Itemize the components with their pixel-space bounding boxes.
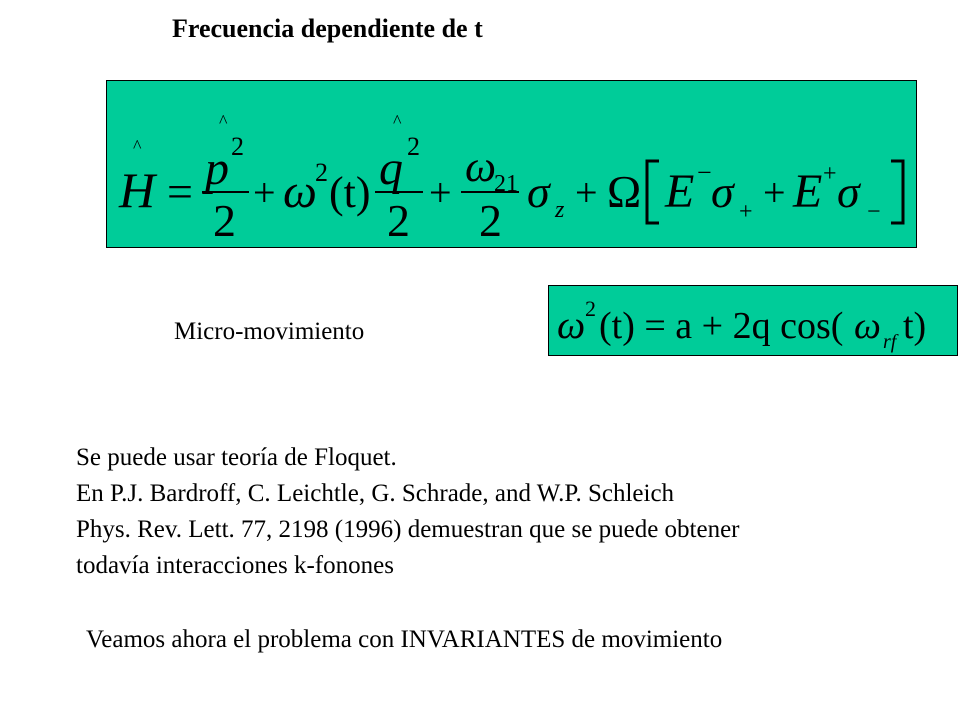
paragraph-line: En P.J. Bardroff, C. Leichtle, G. Schrade, and W.P. Schleich [76, 480, 675, 507]
freq-omega: ω [557, 302, 586, 347]
sigma-z: σ [527, 166, 550, 217]
q-exponent: 2 [407, 132, 420, 161]
frequency-equation-box [548, 285, 958, 356]
floquet-paragraph [76, 440, 740, 584]
plus-4: + [763, 170, 786, 215]
hamiltonian-equation [107, 81, 918, 249]
paragraph-line: todavía interacciones k-fonones [76, 552, 394, 579]
symbol-e-plus: E [793, 165, 823, 218]
hat-q: ^ [393, 111, 402, 131]
symbol-q: q [379, 142, 403, 195]
right-bracket [891, 161, 903, 223]
sigma-minus: σ [837, 166, 860, 217]
symbol-e-minus: E [665, 165, 695, 218]
hat-h: ^ [133, 136, 142, 156]
paragraph-line: Se puede usar teoría de Floquet. [76, 444, 397, 471]
hamiltonian-equation-box [106, 80, 917, 248]
omega-21-subscript: 21 [494, 171, 518, 197]
closing-statement: Veamos ahora el problema con INVARIANTES de movimiento [86, 626, 723, 653]
plus-3: + [575, 170, 598, 215]
omega-denominator: 2 [479, 195, 502, 246]
slide-title: Frecuencia dependiente de t [172, 14, 483, 43]
plus-2: + [429, 170, 452, 215]
p-exponent: 2 [231, 132, 244, 161]
argument-t: (t) [329, 168, 371, 217]
omega-exponent: 2 [315, 158, 328, 187]
p-denominator: 2 [213, 195, 236, 246]
paragraph-line: Phys. Rev. Lett. 77, 2198 (1996) demuestran que se puede obtener [76, 516, 740, 543]
e-plus-superscript: + [823, 161, 837, 187]
freq-tail: t) [903, 305, 927, 347]
symbol-p: p [205, 142, 229, 195]
freq-omega-rf: ω [854, 305, 881, 347]
sigma-minus-subscript: − [867, 199, 881, 225]
plus-1: + [253, 170, 276, 215]
symbol-h: H [119, 162, 156, 218]
symbol-omega: ω [283, 165, 317, 218]
q-denominator: 2 [387, 195, 410, 246]
symbol-omega-21: ω [465, 142, 497, 191]
sigma-z-subscript: z [555, 197, 565, 223]
freq-expression: (t) = a + 2q cos( [599, 305, 844, 347]
sigma-plus: σ [711, 166, 734, 217]
hat-p: ^ [219, 111, 228, 131]
micro-movimiento-label: Micro-movimiento [174, 318, 365, 345]
frequency-equation [549, 286, 959, 357]
sigma-plus-subscript: + [739, 199, 753, 225]
freq-omega-exponent: 2 [585, 296, 596, 321]
e-minus-superscript: − [697, 158, 712, 187]
left-bracket [647, 161, 659, 223]
equals-sign: = [167, 166, 193, 217]
freq-rf-subscript: rf [883, 331, 897, 353]
symbol-big-omega: Ω [607, 166, 642, 217]
